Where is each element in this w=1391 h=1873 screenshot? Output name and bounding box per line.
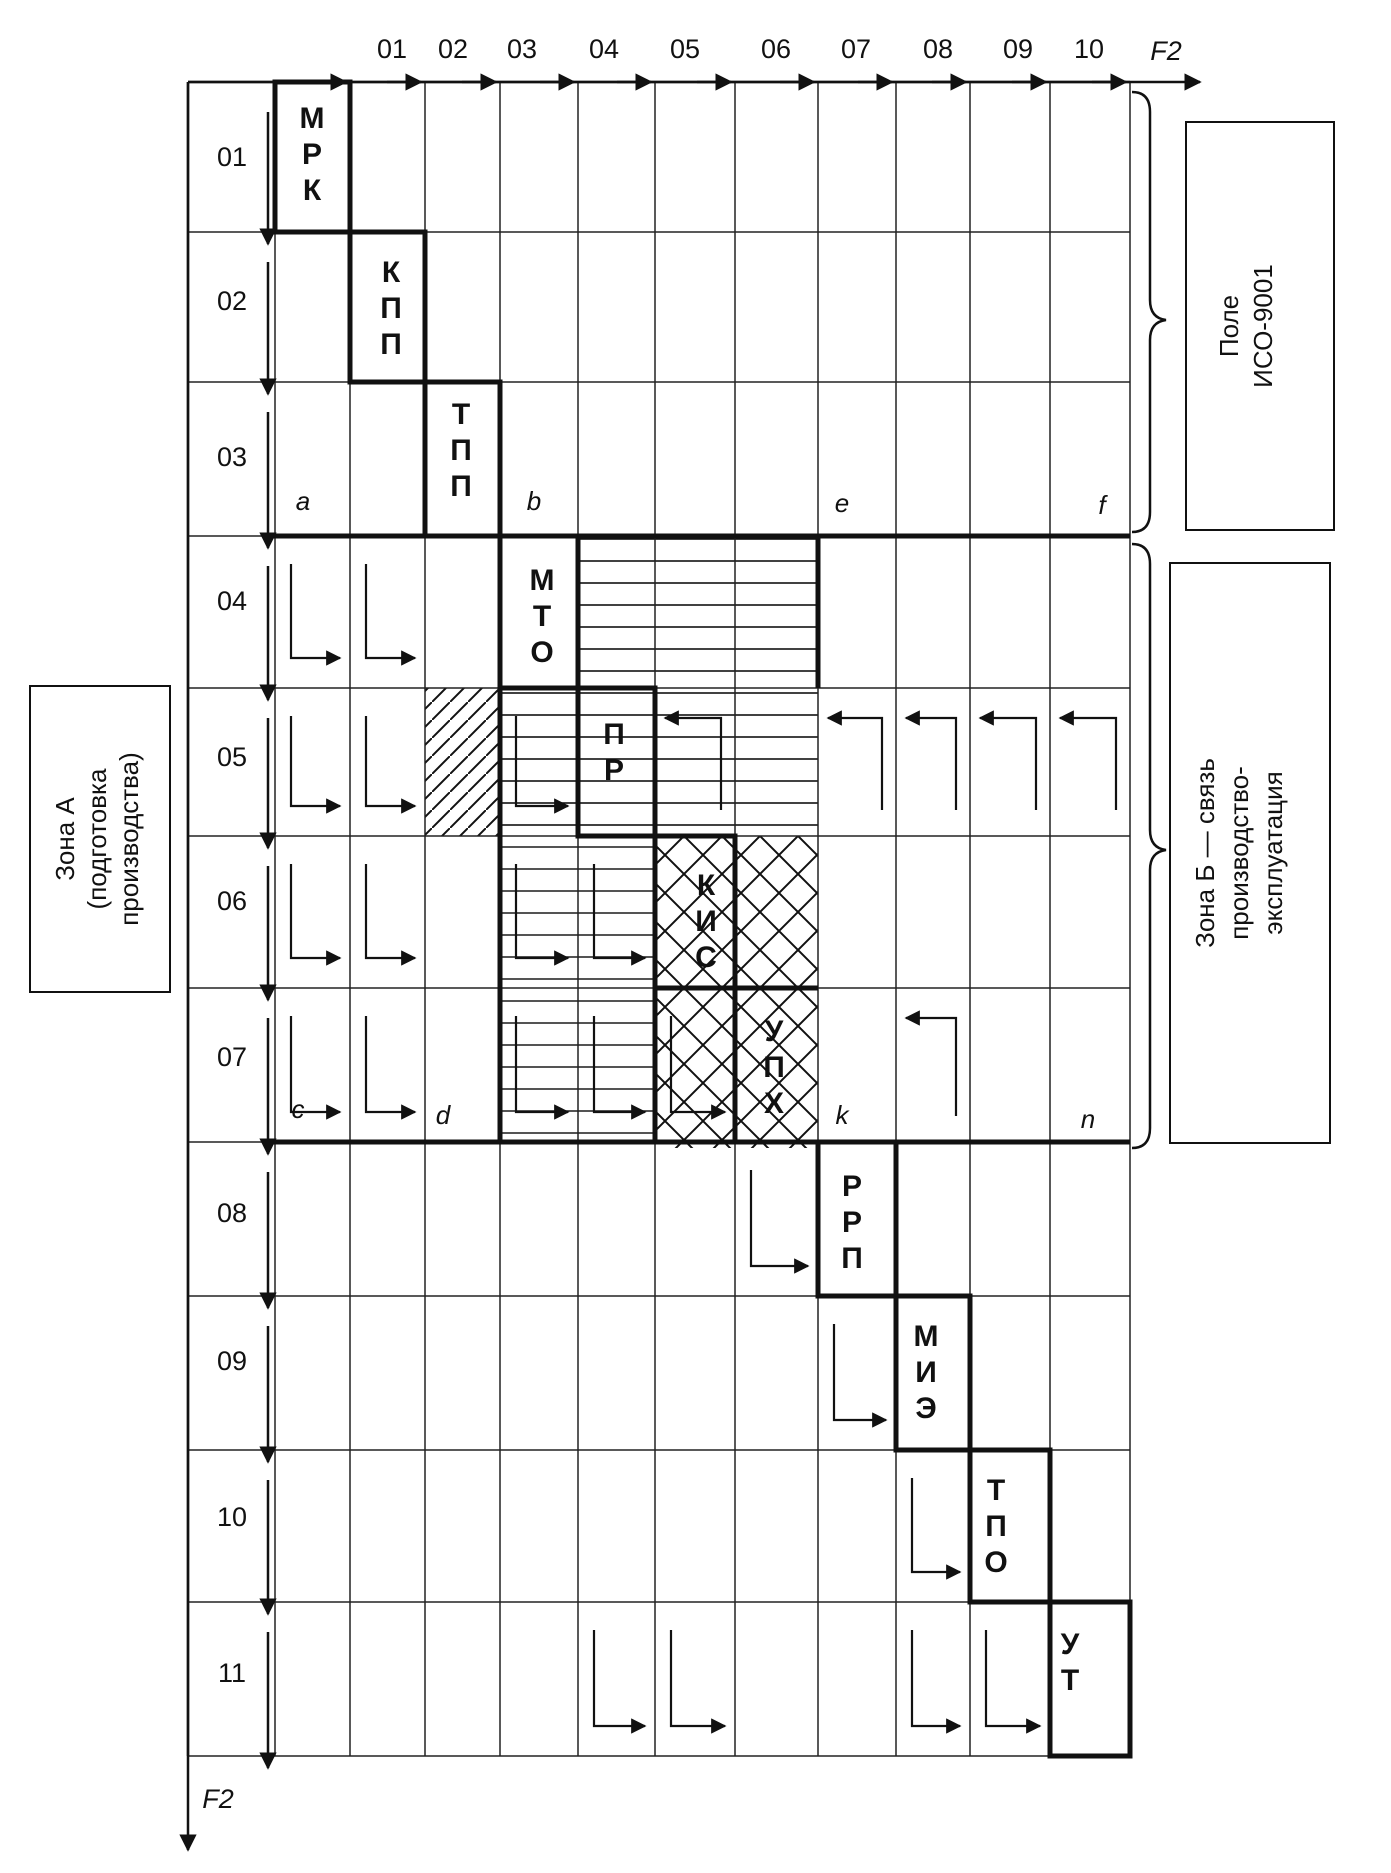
column-header: 06 bbox=[760, 34, 792, 64]
block-mie bbox=[914, 1320, 939, 1425]
block-mto bbox=[530, 564, 555, 669]
row-header: 11 bbox=[217, 1658, 247, 1688]
zone-a-line-3: производства) bbox=[114, 752, 144, 926]
row-header: 01 bbox=[216, 142, 248, 172]
iso-field-box bbox=[1186, 122, 1334, 530]
block-tpo bbox=[984, 1474, 1007, 1579]
row-header: 05 bbox=[216, 742, 248, 772]
column-headers bbox=[377, 34, 1182, 66]
block-letter: У bbox=[764, 1015, 784, 1048]
transfer-arrow-right bbox=[912, 1478, 960, 1572]
block-letter: О bbox=[530, 636, 554, 669]
block-kis bbox=[695, 869, 717, 974]
block-letter: Э bbox=[915, 1392, 937, 1425]
zone-a-line-1: Зона А bbox=[50, 797, 80, 881]
transfer-arrow-right bbox=[594, 1630, 645, 1726]
hatch-rows-left bbox=[500, 688, 578, 836]
corner-label-e: e bbox=[834, 488, 850, 518]
iso-line-1: Поле bbox=[1214, 294, 1244, 358]
transfer-arrow-right bbox=[366, 716, 415, 806]
block-letter: П bbox=[841, 1242, 863, 1275]
flow-label-top: F2 bbox=[1150, 36, 1182, 66]
block-letter: К bbox=[302, 174, 322, 207]
corner-label-a: a bbox=[295, 486, 311, 516]
transfer-arrow-right bbox=[366, 864, 415, 958]
block-letter: П bbox=[603, 718, 625, 751]
row-header: 04 bbox=[216, 586, 248, 616]
block-rrp bbox=[841, 1170, 863, 1275]
block-letter: Т bbox=[451, 398, 471, 431]
column-header: 01 bbox=[376, 34, 408, 64]
corner-label-d: d bbox=[435, 1100, 451, 1130]
zone-b-line-2: производство- bbox=[1224, 766, 1254, 940]
block-letter: С bbox=[695, 941, 717, 974]
row-header: 02 bbox=[216, 286, 248, 316]
row-header: 06 bbox=[216, 886, 248, 916]
corner-label-k: k bbox=[835, 1100, 849, 1130]
block-kpp bbox=[380, 256, 402, 361]
hatch-diagonal bbox=[425, 688, 500, 836]
transfer-arrow-right bbox=[291, 864, 340, 958]
transfer-arrow-right bbox=[671, 1630, 725, 1726]
block-letter: И bbox=[915, 1356, 937, 1389]
brace-iso-field bbox=[1132, 92, 1166, 532]
block-letter: П bbox=[985, 1510, 1007, 1543]
block-letter: П bbox=[450, 434, 472, 467]
return-arrow-left bbox=[828, 718, 882, 810]
block-uph bbox=[763, 1015, 785, 1120]
transfer-arrow-right bbox=[912, 1630, 960, 1726]
block-ut bbox=[1061, 1628, 1080, 1697]
block-letter: Т bbox=[532, 600, 552, 633]
block-letter: Р bbox=[841, 1206, 863, 1239]
column-header: 05 bbox=[669, 34, 701, 64]
column-header: 02 bbox=[437, 34, 469, 64]
iso-line-2: ИСО-9001 bbox=[1248, 264, 1278, 388]
transfer-arrow-right bbox=[366, 564, 415, 658]
block-letter: Т bbox=[986, 1474, 1006, 1507]
block-letter: М bbox=[913, 1320, 939, 1353]
column-header: 04 bbox=[588, 34, 620, 64]
row-header: 03 bbox=[216, 442, 248, 472]
block-letter: И bbox=[695, 905, 717, 938]
block-letter: П bbox=[380, 328, 402, 361]
hatch-layer bbox=[425, 536, 818, 1148]
transfer-arrow-right bbox=[834, 1324, 886, 1420]
block-mrk bbox=[300, 102, 325, 207]
column-header: 08 bbox=[922, 34, 954, 64]
block-letter: Х bbox=[763, 1087, 785, 1120]
block-letter: Т bbox=[1060, 1664, 1080, 1697]
corner-label-f: f bbox=[1098, 490, 1106, 520]
row-headers bbox=[202, 142, 247, 1814]
block-tpp bbox=[450, 398, 472, 503]
corner-label-n: n bbox=[1080, 1104, 1096, 1134]
row-header: 07 bbox=[216, 1042, 248, 1072]
block-letter: Р bbox=[301, 138, 323, 171]
row-header: 08 bbox=[216, 1198, 248, 1228]
row-header: 09 bbox=[216, 1346, 248, 1376]
column-header: 09 bbox=[1002, 34, 1034, 64]
block-letter: Р bbox=[841, 1170, 863, 1203]
return-arrow-left bbox=[906, 718, 956, 810]
return-arrow-left bbox=[980, 718, 1036, 810]
return-arrow-left bbox=[906, 1018, 956, 1116]
block-letter: М bbox=[299, 102, 325, 135]
block-letter: П bbox=[763, 1051, 785, 1084]
block-letter: Р bbox=[603, 754, 625, 787]
zone-b-box bbox=[1170, 563, 1330, 1143]
hatch-pp-mto bbox=[578, 536, 818, 688]
corner-label-c: c bbox=[291, 1094, 305, 1124]
column-header: 07 bbox=[840, 34, 872, 64]
transfer-arrow-right bbox=[751, 1170, 808, 1266]
block-letter: У bbox=[1060, 1628, 1080, 1661]
transfer-arrow-right bbox=[986, 1630, 1040, 1726]
block-letter: К bbox=[696, 869, 716, 902]
brace-zone-b bbox=[1132, 544, 1166, 1148]
zone-a-line-2: (подготовка bbox=[82, 768, 112, 910]
transfer-arrow-right bbox=[291, 716, 340, 806]
block-letter: М bbox=[529, 564, 555, 597]
zone-a-box bbox=[30, 686, 170, 992]
block-letter: К bbox=[381, 256, 401, 289]
corner-label-b: b bbox=[526, 486, 542, 516]
block-letter: П bbox=[380, 292, 402, 325]
transfer-arrow-right bbox=[291, 564, 340, 658]
row-header: 10 bbox=[216, 1502, 248, 1532]
zone-b-line-1: Зона Б — связь bbox=[1190, 758, 1220, 948]
block-letter: О bbox=[984, 1546, 1008, 1579]
column-header: 10 bbox=[1073, 34, 1105, 64]
flow-label-bottom: F2 bbox=[202, 1784, 234, 1814]
transfer-arrow-right bbox=[366, 1016, 415, 1112]
return-arrow-left bbox=[1060, 718, 1116, 810]
block-border-tpo bbox=[970, 1450, 1050, 1602]
zone-b-line-3: эксплуатация bbox=[1258, 771, 1288, 935]
block-letter: П bbox=[450, 470, 472, 503]
column-header: 03 bbox=[506, 34, 538, 64]
